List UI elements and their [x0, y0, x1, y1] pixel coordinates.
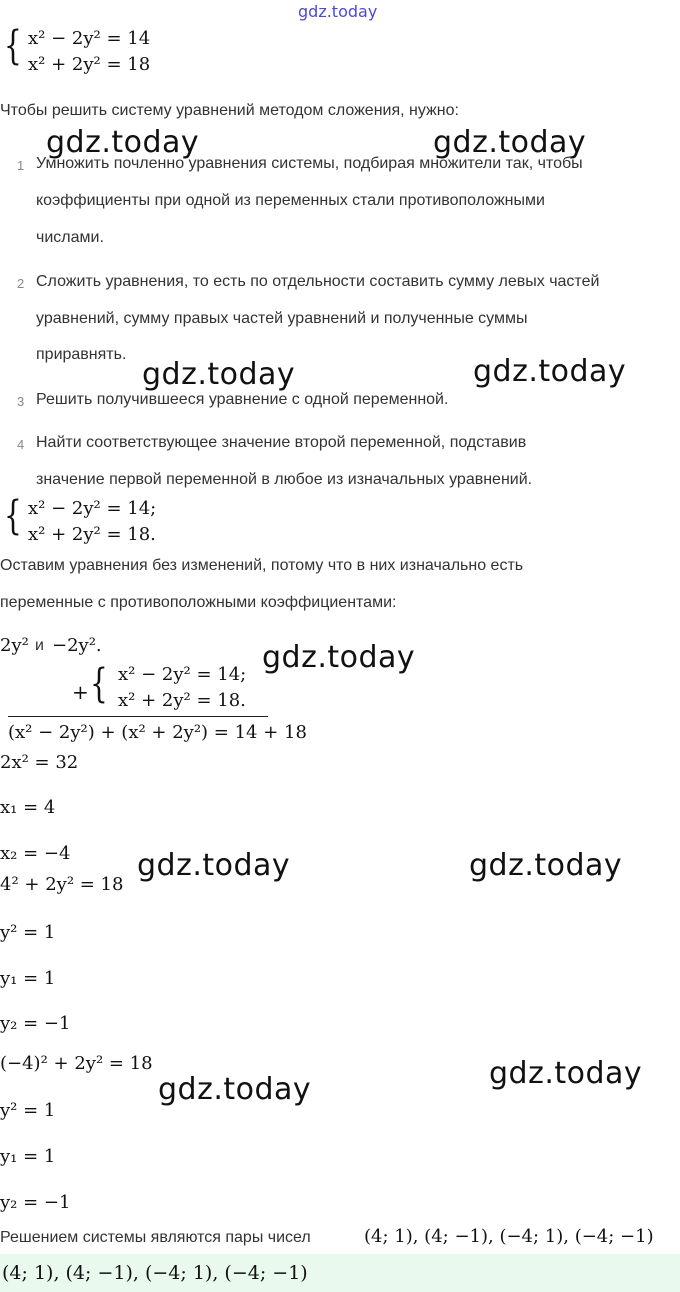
conjunction: и — [35, 637, 44, 654]
scheme-eq2: x² + 2y² = 18. — [118, 690, 246, 711]
step-text: Решить получившееся уравнение с одной переменной. — [36, 391, 449, 408]
watermark: gdz.today — [137, 848, 291, 883]
coef-negative: −2y². — [52, 635, 102, 656]
answer-box — [0, 1254, 680, 1292]
step-number: 2 — [17, 276, 25, 291]
step-text: коэффициенты при одной из переменных стали противоположными — [36, 192, 545, 209]
system2-eq2: x² + 2y² = 18. — [28, 524, 156, 545]
sum-equation: (x² − 2y²) + (x² + 2y²) = 14 + 18 — [8, 722, 307, 743]
equation: 4² + 2y² = 18 — [0, 874, 124, 895]
step-text: Сложить уравнения, то есть по отдельности составить сумму левых частей — [36, 273, 600, 290]
equation: y₂ = −1 — [0, 1192, 71, 1213]
system1-eq2: x² + 2y² = 18 — [28, 54, 151, 75]
conclusion-text: Решением системы являются пары чисел — [0, 1229, 311, 1246]
equation: x₂ = −4 — [0, 843, 71, 864]
coef-positive: 2y² — [0, 635, 29, 656]
system1-eq1: x² − 2y² = 14 — [28, 28, 151, 49]
step-text: Найти соответствующее значение второй переменной, подставив — [36, 434, 527, 451]
watermark-top: gdz.today — [298, 2, 378, 21]
equation: x₁ = 4 — [0, 797, 56, 818]
equation: y₁ = 1 — [0, 968, 56, 989]
system2-eq1: x² − 2y² = 14; — [28, 498, 157, 519]
step-text: уравнений, сумму правых частей уравнений и полученные суммы — [36, 310, 528, 327]
watermark: gdz.today — [142, 357, 296, 392]
equation: (−4)² + 2y² = 18 — [0, 1053, 153, 1074]
note-line: Оставим уравнения без изменений, потому что в них изначально есть — [0, 557, 524, 574]
equation: y² = 1 — [0, 1100, 56, 1121]
step-text: числами. — [36, 229, 104, 246]
watermark: gdz.today — [158, 1072, 312, 1107]
answer-value: (4; 1), (4; −1), (−4; 1), (−4; −1) — [2, 1262, 308, 1284]
system-brace: { — [4, 493, 22, 539]
intro-text: Чтобы решить систему уравнений методом сложения, нужно: — [0, 102, 459, 119]
watermark: gdz.today — [262, 640, 416, 675]
equation: y² = 1 — [0, 922, 56, 943]
system-brace: { — [90, 661, 108, 707]
watermark: gdz.today — [469, 848, 623, 883]
sum-line — [8, 716, 268, 717]
step-text: значение первой переменной в любое из изначальных уравнений. — [36, 471, 533, 488]
step-text: Умножить почленно уравнения системы, подбирая множители так, чтобы — [36, 155, 583, 172]
equation: y₂ = −1 — [0, 1013, 71, 1034]
conclusion-pairs: (4; 1), (4; −1), (−4; 1), (−4; −1) — [364, 1226, 654, 1247]
watermark: gdz.today — [433, 125, 587, 160]
watermark: gdz.today — [46, 125, 200, 160]
scheme-eq1: x² − 2y² = 14; — [118, 664, 247, 685]
equation: 2x² = 32 — [0, 752, 79, 773]
note-line: переменные с противоположными коэффициентами: — [0, 594, 397, 611]
step-number: 1 — [17, 158, 25, 173]
system-brace: { — [4, 23, 22, 69]
plus-sign: + — [72, 680, 89, 704]
watermark: gdz.today — [473, 354, 627, 389]
watermark: gdz.today — [489, 1056, 643, 1091]
equation: y₁ = 1 — [0, 1146, 56, 1167]
step-number: 3 — [17, 394, 25, 409]
step-number: 4 — [17, 437, 25, 452]
step-text: приравнять. — [36, 346, 127, 363]
